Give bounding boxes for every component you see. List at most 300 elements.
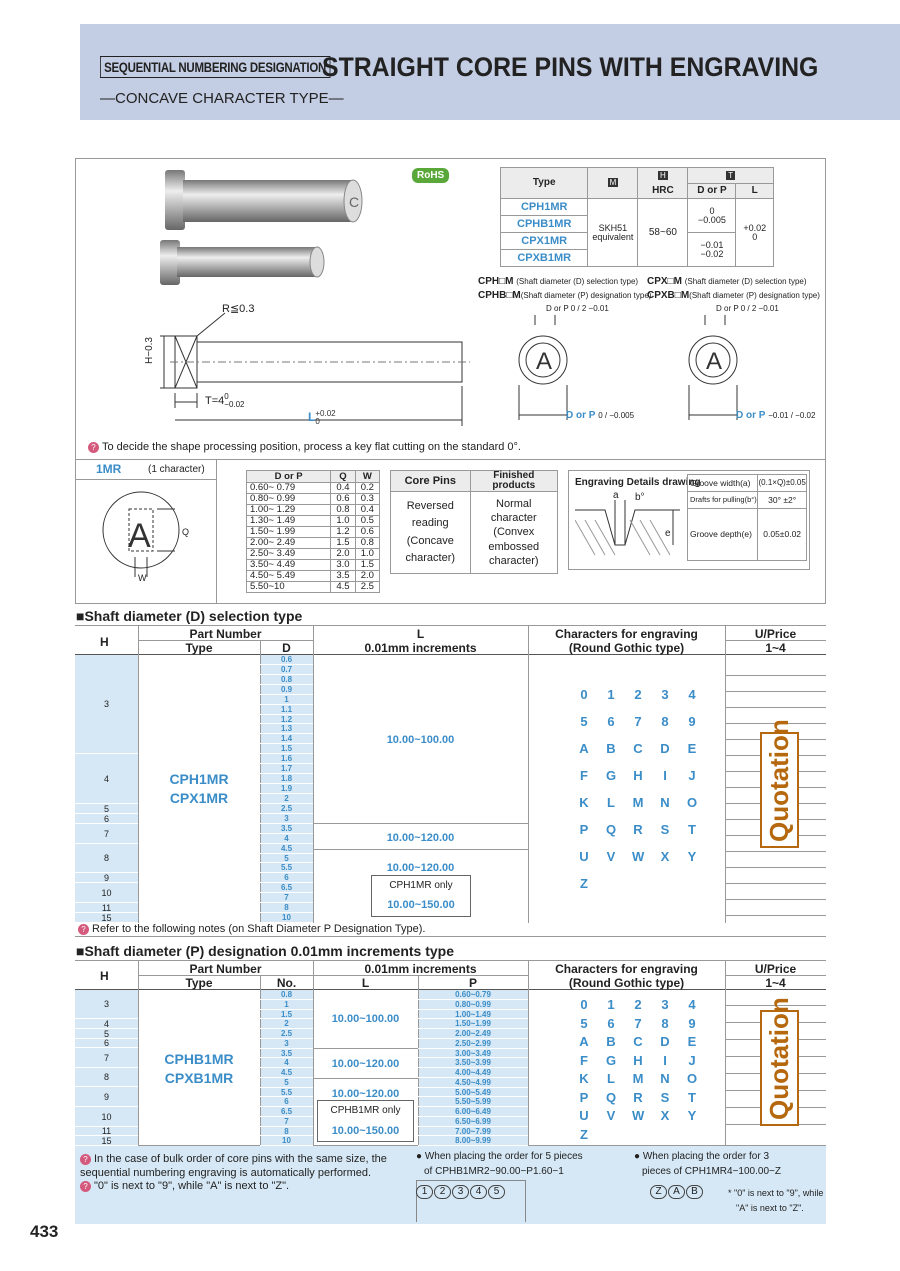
d-value: 1.5 bbox=[260, 744, 313, 754]
d-value: 5 bbox=[260, 854, 313, 864]
sec1-l2: 10.00~120.00 bbox=[386, 832, 455, 844]
char-row bbox=[578, 687, 698, 702]
char: X bbox=[660, 1108, 670, 1123]
price-line bbox=[725, 899, 826, 900]
mr-cell: 5.50~10 bbox=[247, 582, 331, 593]
page-subtitle: —CONCAVE CHARACTER TYPE— bbox=[100, 90, 344, 107]
core-head: Core Pins bbox=[391, 471, 471, 492]
end-view-letter: A bbox=[706, 348, 723, 375]
sequence-number: A bbox=[668, 1185, 685, 1199]
sec1-col-l: L bbox=[416, 627, 425, 641]
legend-cpxm: CPX□M (Shaft diameter (D) selection type) bbox=[647, 276, 807, 287]
spec-col-hrc: HRC bbox=[638, 184, 688, 199]
char: Z bbox=[580, 1126, 588, 1142]
char: I bbox=[663, 768, 667, 783]
d-value: 1 bbox=[260, 695, 313, 705]
char: R bbox=[633, 822, 643, 837]
mr-cell: 0.5 bbox=[355, 516, 379, 527]
order-1-sequence bbox=[416, 1181, 506, 1199]
char: F bbox=[580, 768, 588, 783]
char: 3 bbox=[661, 687, 669, 702]
h-value: 3 bbox=[75, 655, 138, 754]
sec1-col-charsub: (Round Gothic type) bbox=[568, 641, 685, 655]
sec2-col-type: Type bbox=[185, 976, 213, 990]
sec2-quotation: Quotation bbox=[760, 1010, 799, 1126]
char: 7 bbox=[634, 1015, 642, 1031]
char: M bbox=[632, 795, 644, 810]
char: 9 bbox=[688, 714, 696, 729]
price-line bbox=[725, 851, 826, 852]
sec2-col-part: Part Number bbox=[189, 962, 262, 976]
d-value: 3.5 bbox=[260, 824, 313, 834]
char: D bbox=[660, 741, 670, 756]
char: A bbox=[579, 1034, 589, 1049]
page-number: 433 bbox=[30, 1222, 59, 1241]
p-value: 1.00~1.49 bbox=[418, 1010, 528, 1020]
char: 4 bbox=[688, 687, 696, 702]
sec2-col-h: H bbox=[100, 969, 109, 983]
mr-letter: A bbox=[128, 517, 151, 555]
sec1-col-chars: Characters for engraving bbox=[555, 627, 698, 641]
engr-r1v: (0.1×Q)±0.05 bbox=[758, 475, 807, 492]
engr-a: a bbox=[613, 490, 619, 501]
core-reversed: Reversed reading (Concave character) bbox=[391, 492, 471, 574]
char: Q bbox=[605, 822, 617, 837]
char: B bbox=[606, 741, 616, 756]
char: X bbox=[660, 849, 670, 864]
char: S bbox=[660, 822, 670, 837]
sec1-quotation: Quotation bbox=[760, 732, 799, 848]
core-table bbox=[390, 470, 558, 574]
tol-p1: −0.01 bbox=[700, 239, 724, 250]
legend-cphm: CPH□M (Shaft diameter (D) selection type) bbox=[478, 276, 639, 287]
d-value: 1.3 bbox=[260, 724, 313, 734]
sec1-col-pricesub: 1~4 bbox=[765, 641, 786, 655]
p-value: 0.80~0.99 bbox=[418, 1000, 528, 1010]
char: 1 bbox=[607, 997, 615, 1012]
h-value: 11 bbox=[75, 903, 138, 913]
mr-cell: 3.0 bbox=[331, 560, 355, 571]
engr-e: e bbox=[665, 528, 671, 539]
sec1-types: CPH1MR CPX1MR bbox=[169, 771, 229, 806]
sec2-types: CPHB1MR CPXB1MR bbox=[164, 1051, 234, 1086]
char: 9 bbox=[688, 1015, 696, 1031]
spec-type: CPHB1MR bbox=[501, 216, 588, 233]
no-value: 10 bbox=[260, 1136, 313, 1146]
char: W bbox=[632, 849, 645, 864]
char: Z bbox=[580, 876, 588, 891]
char: G bbox=[605, 1052, 617, 1068]
no-value: 1.5 bbox=[260, 1010, 313, 1020]
no-value: 5.5 bbox=[260, 1088, 313, 1098]
p-value: 6.00~6.49 bbox=[418, 1107, 528, 1117]
d-value: 1.6 bbox=[260, 754, 313, 764]
d-value: 7 bbox=[260, 893, 313, 903]
mr-cell: 1.2 bbox=[331, 527, 355, 538]
mr-cell: 0.4 bbox=[331, 483, 355, 494]
char: 0 bbox=[580, 997, 588, 1012]
char: P bbox=[579, 822, 589, 837]
pin-photo bbox=[155, 165, 380, 290]
no-value: 6.5 bbox=[260, 1107, 313, 1117]
no-value: 0.8 bbox=[260, 990, 313, 1000]
order-2-sequence bbox=[650, 1181, 704, 1199]
foot-order-1: ● When placing the order for 5 pieces of CPHB1MR2−90.00−P1.60−1 bbox=[416, 1151, 583, 1177]
mr-w: W bbox=[138, 573, 147, 583]
d-value: 1.7 bbox=[260, 764, 313, 774]
char-row bbox=[578, 1127, 698, 1142]
d-value: 4 bbox=[260, 834, 313, 844]
no-value: 4 bbox=[260, 1058, 313, 1068]
char: J bbox=[688, 768, 696, 783]
mr-cell: 0.6 bbox=[331, 494, 355, 505]
char: N bbox=[660, 1071, 670, 1086]
h-value: 4 bbox=[75, 754, 138, 804]
h-value: 11 bbox=[75, 1127, 138, 1136]
char-row bbox=[578, 1034, 698, 1049]
char: M bbox=[632, 1071, 644, 1086]
p-value: 3.50~3.99 bbox=[418, 1058, 528, 1068]
char: U bbox=[579, 849, 589, 864]
mr-cell: 0.80~ 0.99 bbox=[247, 494, 331, 505]
char: O bbox=[686, 1071, 698, 1086]
price-line bbox=[725, 867, 826, 868]
sec1-l3: 10.00~120.00 bbox=[386, 862, 455, 874]
char: I bbox=[663, 1052, 667, 1068]
mr-cell: 2.00~ 2.49 bbox=[247, 538, 331, 549]
engr-r3v: 0.05±0.02 bbox=[758, 509, 807, 561]
p-value: 3.00~3.49 bbox=[418, 1049, 528, 1059]
mr-cell: 2.50~ 3.49 bbox=[247, 549, 331, 560]
sec1-col-type: Type bbox=[185, 641, 213, 655]
no-value: 2 bbox=[260, 1019, 313, 1029]
char: Y bbox=[687, 849, 697, 864]
sequence-number: 5 bbox=[488, 1185, 505, 1199]
ref-note: ? Refer to the following notes (on Shaft Diameter P Designation Type). bbox=[78, 923, 425, 935]
engr-b: b° bbox=[635, 492, 645, 503]
p-value: 2.00~2.49 bbox=[418, 1029, 528, 1039]
end-view-p bbox=[675, 315, 755, 425]
d-value: 1.9 bbox=[260, 784, 313, 794]
char: T bbox=[688, 822, 696, 837]
spec-col-dorp: D or P bbox=[688, 184, 736, 199]
sec1-col-part: Part Number bbox=[189, 627, 262, 641]
d-value: 4.5 bbox=[260, 844, 313, 854]
char: C bbox=[633, 741, 643, 756]
pin-char: C bbox=[349, 194, 360, 210]
d-value: 0.6 bbox=[260, 655, 313, 665]
mr-cell: 1.5 bbox=[331, 538, 355, 549]
char: 8 bbox=[661, 714, 669, 729]
engr-r3l: Groove depth(e) bbox=[688, 509, 758, 561]
char: H bbox=[633, 1052, 643, 1068]
sec2-col-price: U/Price bbox=[754, 962, 797, 976]
char: H bbox=[633, 768, 643, 783]
legend-cpxbm: CPXB□M(Shaft diameter (P) designation type) bbox=[647, 290, 820, 301]
sec2-col-l: L bbox=[361, 976, 370, 990]
price-line bbox=[725, 707, 826, 708]
char: 5 bbox=[580, 714, 588, 729]
h-value: 6 bbox=[75, 1039, 138, 1048]
mr-cell: 0.60~ 0.79 bbox=[247, 483, 331, 494]
d-value: 2 bbox=[260, 794, 313, 804]
sec2-l1: 10.00~100.00 bbox=[331, 1013, 400, 1025]
char: U bbox=[579, 1108, 589, 1123]
char-row bbox=[578, 1108, 698, 1123]
h-value: 9 bbox=[75, 873, 138, 883]
mr-cell: 1.00~ 1.29 bbox=[247, 505, 331, 516]
sec1-l1: 10.00~100.00 bbox=[386, 734, 455, 746]
char-row bbox=[578, 822, 698, 837]
sec1-l3-note: CPH1MR only bbox=[389, 880, 453, 891]
engr-r2l: Drafts for pulling(b°) bbox=[688, 492, 758, 509]
tolerance-icon: T bbox=[728, 170, 734, 180]
char: F bbox=[580, 1052, 588, 1068]
mr-head: Q bbox=[331, 471, 355, 483]
h-value: 3 bbox=[75, 990, 138, 1019]
engr-title: Engraving Details drawing bbox=[575, 477, 701, 488]
sequence-number: B bbox=[686, 1185, 703, 1199]
mr-cell: 4.5 bbox=[331, 582, 355, 593]
sec2-col-charsub: (Round Gothic type) bbox=[568, 976, 685, 990]
drawing-r: R≦0.3 bbox=[222, 303, 255, 315]
no-value: 2.5 bbox=[260, 1029, 313, 1039]
h-value: 5 bbox=[75, 1029, 138, 1039]
char: Y bbox=[687, 1108, 697, 1123]
price-line bbox=[725, 883, 826, 884]
spec-table bbox=[500, 167, 774, 267]
h-value: 7 bbox=[75, 824, 138, 844]
drawing-h: H−0.3 bbox=[143, 337, 155, 364]
no-value: 3.5 bbox=[260, 1049, 313, 1059]
mr-head: D or P bbox=[247, 471, 331, 483]
sequence-number: 3 bbox=[452, 1185, 469, 1199]
mr-cell: 1.5 bbox=[355, 560, 379, 571]
hardness-icon: H bbox=[660, 170, 666, 180]
mr-cell: 2.0 bbox=[355, 571, 379, 582]
char-row bbox=[578, 1090, 698, 1105]
price-line bbox=[725, 691, 826, 692]
p-value: 5.00~5.49 bbox=[418, 1088, 528, 1098]
h-value: 9 bbox=[75, 1087, 138, 1107]
char: N bbox=[660, 795, 670, 810]
mr-cell: 2.5 bbox=[355, 582, 379, 593]
spec-type: CPH1MR bbox=[501, 199, 588, 216]
sec2-col-no: No. bbox=[276, 976, 297, 990]
d-value: 1.8 bbox=[260, 774, 313, 784]
p-value: 7.00~7.99 bbox=[418, 1127, 528, 1137]
end-view-letter: A bbox=[536, 348, 553, 375]
hint-icon: ? bbox=[80, 1181, 91, 1192]
char: 1 bbox=[607, 687, 615, 702]
h-value: 4 bbox=[75, 1019, 138, 1029]
char: 2 bbox=[634, 997, 642, 1012]
spec-material: SKH51 equivalent bbox=[588, 199, 638, 267]
d-value: 6.5 bbox=[260, 883, 313, 893]
mr-cell: 0.8 bbox=[331, 505, 355, 516]
mr-cell: 3.50~ 4.49 bbox=[247, 560, 331, 571]
hint-icon: ? bbox=[78, 924, 89, 935]
char: E bbox=[687, 1034, 697, 1049]
tol-l2: 0 bbox=[752, 231, 758, 242]
char: 4 bbox=[688, 997, 696, 1012]
sequence-number: 1 bbox=[416, 1185, 433, 1199]
legend-cphbm: CPHB□M(Shaft diameter (P) designation type) bbox=[478, 290, 652, 301]
h-value: 6 bbox=[75, 814, 138, 824]
top-tol-1: D or P 0 / 2 −0.01 bbox=[546, 304, 609, 313]
d-value: 10 bbox=[260, 913, 313, 923]
sequence-number: 4 bbox=[470, 1185, 487, 1199]
sec1-l4: 10.00~150.00 bbox=[387, 899, 455, 911]
d-value: 5.5 bbox=[260, 863, 313, 873]
no-value: 1 bbox=[260, 1000, 313, 1010]
mr-cell: 1.0 bbox=[331, 516, 355, 527]
d-value: 8 bbox=[260, 903, 313, 913]
p-value: 8.00~9.99 bbox=[418, 1136, 528, 1146]
sec2-l2: 10.00~120.00 bbox=[331, 1058, 400, 1070]
char: R bbox=[633, 1089, 643, 1105]
char-row bbox=[578, 741, 698, 756]
char: 2 bbox=[634, 687, 642, 702]
sec2-col-pricesub: 1~4 bbox=[765, 976, 786, 990]
char: Q bbox=[605, 1089, 617, 1105]
mr-cell: 3.5 bbox=[331, 571, 355, 582]
char: W bbox=[632, 1108, 645, 1123]
char: 3 bbox=[661, 997, 669, 1012]
tol-l1: +0.02 bbox=[743, 222, 767, 233]
sec2-col-p: P bbox=[468, 976, 477, 990]
sec2-title: ■Shaft diameter (P) designation 0.01mm increments type bbox=[76, 943, 454, 959]
char: V bbox=[606, 1108, 616, 1123]
mr-label: 1MR bbox=[96, 462, 122, 476]
sec2-col-chars: Characters for engraving bbox=[555, 962, 698, 976]
key-flat-note: ? To decide the shape processing position, process a key flat cutting on the standard 0°. bbox=[88, 441, 521, 453]
char: D bbox=[660, 1034, 670, 1049]
spec-col-type: Type bbox=[501, 168, 588, 199]
mr-cell: 0.3 bbox=[355, 494, 379, 505]
foot-note-2: ? "0" is next to "9", while "A" is next to "Z". bbox=[80, 1180, 400, 1192]
mr-cell: 0.2 bbox=[355, 483, 379, 494]
h-value: 10 bbox=[75, 883, 138, 903]
foot-note-1: ? In the case of bulk order of core pins with the same size, the sequential numbering engraving is automatically performed. bbox=[80, 1153, 387, 1180]
h-value: 8 bbox=[75, 844, 138, 873]
h-value: 7 bbox=[75, 1048, 138, 1068]
mr-cell: 2.0 bbox=[331, 549, 355, 560]
material-icon: M bbox=[609, 178, 617, 187]
sec1-col-h: H bbox=[100, 635, 109, 649]
pin-drawing bbox=[130, 298, 480, 428]
d-value: 2.5 bbox=[260, 804, 313, 814]
p-value: 4.50~4.99 bbox=[418, 1078, 528, 1088]
char: P bbox=[579, 1089, 589, 1105]
d-value: 1.4 bbox=[260, 734, 313, 744]
sec2-col-inc: 0.01mm increments bbox=[364, 962, 477, 976]
rohs-badge: RoHS bbox=[412, 168, 449, 183]
char-row bbox=[578, 997, 698, 1012]
char: C bbox=[633, 1034, 643, 1049]
mr-head: W bbox=[355, 471, 379, 483]
char-row bbox=[578, 1053, 698, 1068]
spec-type: CPX1MR bbox=[501, 233, 588, 250]
sequence-number: 2 bbox=[434, 1185, 451, 1199]
d-value: 0.7 bbox=[260, 665, 313, 675]
char: K bbox=[579, 1071, 589, 1086]
sec1-col-d: D bbox=[282, 641, 291, 655]
mr-desc: (1 character) bbox=[148, 464, 205, 475]
h-value: 15 bbox=[75, 913, 138, 923]
spec-col-l: L bbox=[736, 184, 774, 199]
char: S bbox=[660, 1089, 670, 1105]
mr-drawing bbox=[95, 485, 195, 585]
page-title: STRAIGHT CORE PINS WITH ENGRAVING bbox=[322, 52, 819, 82]
mr-q: Q bbox=[182, 527, 190, 537]
end-view-d bbox=[505, 315, 585, 425]
mr-cell: 0.6 bbox=[355, 527, 379, 538]
char: O bbox=[686, 795, 698, 810]
char-row bbox=[578, 1071, 698, 1086]
char: 0 bbox=[580, 687, 588, 702]
sequence-number: Z bbox=[650, 1185, 667, 1199]
char: A bbox=[579, 741, 589, 756]
char: L bbox=[607, 1071, 615, 1086]
sec1-col-lsub: 0.01mm increments bbox=[364, 641, 477, 655]
mr-cell: 1.50~ 1.99 bbox=[247, 527, 331, 538]
price-line bbox=[725, 675, 826, 676]
sec2-l4: 10.00~150.00 bbox=[331, 1125, 400, 1137]
char: K bbox=[579, 795, 589, 810]
tol-d2: −0.005 bbox=[698, 214, 726, 225]
sec1-col-price: U/Price bbox=[754, 627, 797, 641]
d-value: 0.8 bbox=[260, 675, 313, 685]
top-tol-2: D or P 0 / 2 −0.01 bbox=[716, 304, 779, 313]
engr-table bbox=[687, 474, 807, 561]
mr-cell: 0.8 bbox=[355, 538, 379, 549]
char-row bbox=[578, 768, 698, 783]
mr-cell: 0.4 bbox=[355, 505, 379, 516]
no-value: 6 bbox=[260, 1097, 313, 1107]
char: 7 bbox=[634, 714, 642, 729]
engr-r1l: Groove width(a) bbox=[688, 475, 758, 492]
d-value: 3 bbox=[260, 814, 313, 824]
d-value: 6 bbox=[260, 873, 313, 883]
char-row bbox=[578, 1016, 698, 1031]
h-value: 5 bbox=[75, 804, 138, 814]
char-row bbox=[578, 714, 698, 729]
char: T bbox=[688, 1089, 696, 1105]
price-line bbox=[725, 915, 826, 916]
sec1-title: ■Shaft diameter (D) selection type bbox=[76, 608, 303, 624]
hint-icon: ? bbox=[80, 1154, 91, 1165]
dp-label-1: D or P 0 / −0.005 bbox=[566, 410, 635, 421]
no-value: 7 bbox=[260, 1117, 313, 1127]
mr-cell: 1.0 bbox=[355, 549, 379, 560]
char: V bbox=[606, 849, 616, 864]
drawing-l: L+0.02 0 bbox=[308, 409, 336, 426]
no-value: 3 bbox=[260, 1039, 313, 1049]
char-row bbox=[578, 876, 698, 891]
foot-order-2-note: * "0" is next to "9", while "A" is next to "Z". bbox=[728, 1188, 824, 1214]
p-value: 4.00~4.49 bbox=[418, 1068, 528, 1078]
h-value: 8 bbox=[75, 1068, 138, 1087]
dp-label-2: D or P −0.01 / −0.02 bbox=[736, 410, 816, 421]
mr-cell: 4.50~ 5.49 bbox=[247, 571, 331, 582]
d-value: 1.1 bbox=[260, 705, 313, 715]
foot-order-2: ● When placing the order for 3 pieces of CPH1MR4−100.00−Z bbox=[634, 1151, 781, 1177]
core-head: Finished products bbox=[470, 471, 557, 492]
p-value: 1.50~1.99 bbox=[418, 1019, 528, 1029]
char-row bbox=[578, 849, 698, 864]
d-value: 1.2 bbox=[260, 715, 313, 725]
